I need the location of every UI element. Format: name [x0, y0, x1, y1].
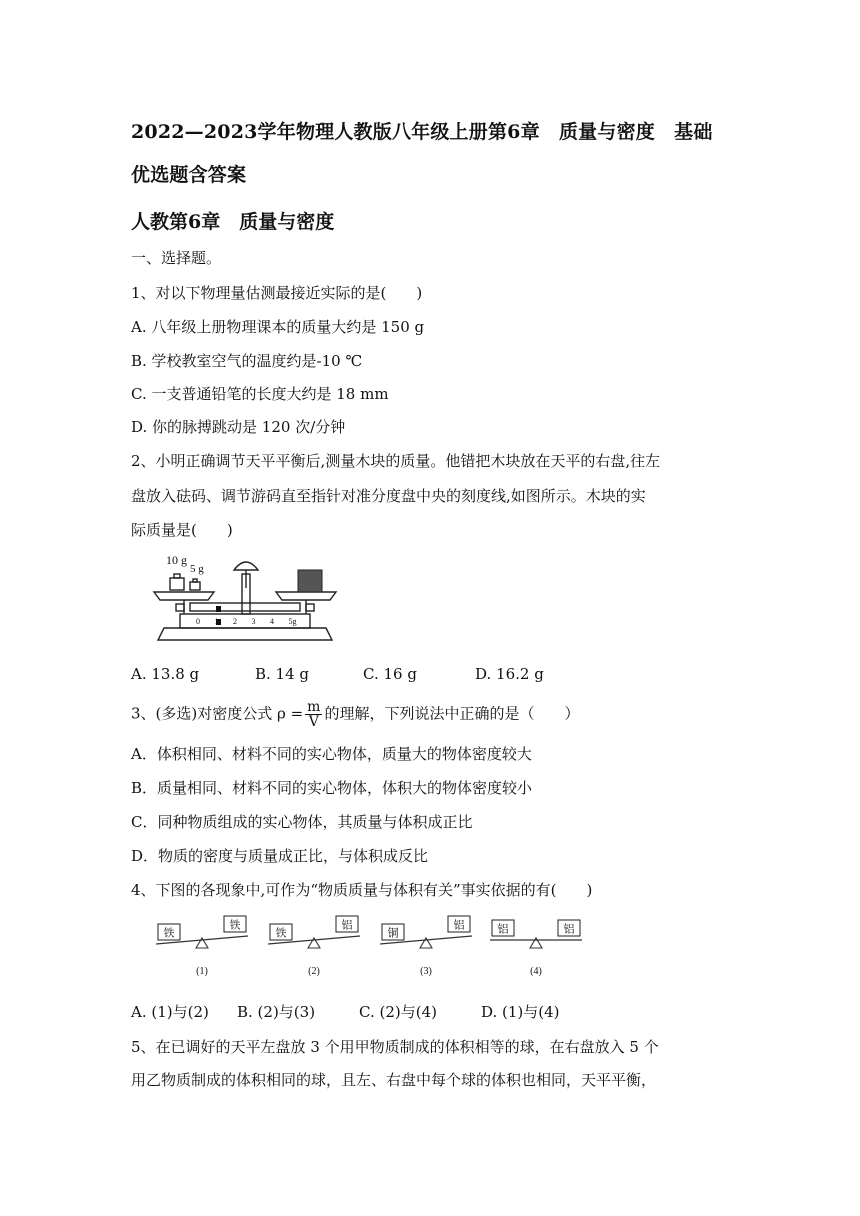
section-heading: 一、选择题。: [131, 249, 222, 267]
left-pan-label: 铁: [275, 926, 287, 940]
scale-tick-label: 3: [251, 617, 256, 626]
q4-options: [131, 1001, 560, 1022]
q2-stem-line-2: 盘放入砝码、调节游码直至指针对准分度盘中央的刻度线,如图所示。木块的实: [131, 487, 646, 505]
left-pan-label: 铜: [387, 926, 399, 940]
scale-tick-label: 2: [233, 617, 237, 626]
balance-caption: (4): [530, 966, 542, 977]
right-pan-label: 铝: [453, 918, 465, 932]
fraction-denominator: V: [308, 714, 319, 730]
q3-stem: [131, 700, 579, 729]
q2-options: [131, 665, 544, 683]
q3-stem-post: 的理解，下列说法中正确的是（ ）: [324, 704, 580, 723]
document-title-line-2: 优选题含答案: [131, 164, 247, 186]
mini-balance: [156, 916, 248, 977]
q1-option-c: C. 一支普通铅笔的长度大约是 18 mm: [131, 385, 389, 403]
left-pan-label: 铁: [163, 926, 175, 940]
q4-option-b: B. (2)与(3): [237, 1003, 316, 1021]
q4-option-d: D. (1)与(4): [481, 1003, 560, 1021]
left-pan-label: 铝: [497, 922, 509, 936]
q5-line-2: 用乙物质制成的体积相同的球，且左、右盘中每个球的体积也相同，天平平衡，: [131, 1071, 657, 1089]
right-pan-label: 铁: [229, 918, 241, 932]
q3-option-b: B．质量相同、材料不同的实心物体，体积大的物体密度较小: [131, 779, 533, 797]
q5-line-1: 5、在已调好的天平左盘放 3 个用甲物质制成的体积相等的球，在右盘放入 5 个: [131, 1038, 659, 1056]
document-title-line-1: 2022—2023学年物理人教版八年级上册第6章 质量与密度 基础: [131, 121, 713, 143]
scale-tick-label: 4: [270, 617, 274, 626]
q2-option-a: A. 13.8 g: [131, 665, 200, 683]
q4-option-c: C. (2)与(4): [359, 1003, 437, 1021]
q2-option-b: B. 14 g: [255, 665, 310, 683]
q4-stem: 4、下图的各现象中,可作为“物质质量与体积有关”事实依据的有( ): [131, 881, 593, 899]
balance-caption: (1): [196, 966, 208, 977]
q1-option-a: A. 八年级上册物理课本的质量大约是 150 g: [131, 318, 425, 336]
right-pan-label: 铝: [563, 922, 575, 936]
q3-option-a: A．体积相同、材料不同的实心物体，质量大的物体密度较大: [131, 745, 532, 763]
q3-stem-pre: 3、(多选)对密度公式 ρ =: [131, 704, 304, 723]
q1-option-d: D. 你的脉搏跳动是 120 次/分钟: [131, 418, 346, 436]
balance-caption: (2): [308, 966, 320, 977]
scale-tick-label: 1: [214, 617, 219, 626]
q2-stem-line-3: 际质量是( ): [131, 521, 233, 539]
mini-balance: [268, 916, 360, 977]
scale-tick-label: 0: [196, 617, 200, 626]
weight-label-10g: 10 g: [166, 553, 187, 567]
q2-option-c: C. 16 g: [363, 665, 417, 683]
mini-balance-figures: [150, 912, 590, 982]
weight-label-5g: 5 g: [190, 563, 204, 575]
q2-option-d: D. 16.2 g: [475, 665, 544, 683]
mini-balance: [490, 920, 582, 977]
balance-caption: (3): [420, 966, 432, 977]
q2-stem-line-1: 2、小明正确调节天平平衡后,测量木块的质量。他错把木块放在天平的右盘,往左: [131, 452, 661, 470]
mini-balance: [380, 916, 472, 977]
q3-option-c: C．同种物质组成的实心物体，其质量与体积成正比: [131, 813, 473, 831]
q4-option-a: A. (1)与(2): [131, 1003, 209, 1021]
q3-option-d: D．物质的密度与质量成正比，与体积成反比: [131, 847, 429, 865]
fraction-numerator: m: [307, 699, 321, 715]
right-pan-label: 铝: [341, 918, 353, 932]
balance-figure: [150, 548, 340, 644]
q1-stem: 1、对以下物理量估测最接近实际的是( ): [131, 284, 423, 302]
chapter-heading: 人教第6章 质量与密度: [131, 211, 335, 233]
density-fraction: [305, 700, 322, 729]
scale-tick-label: 5g: [288, 617, 297, 626]
q1-option-b: B. 学校教室空气的温度约是-10 ℃: [131, 352, 363, 370]
